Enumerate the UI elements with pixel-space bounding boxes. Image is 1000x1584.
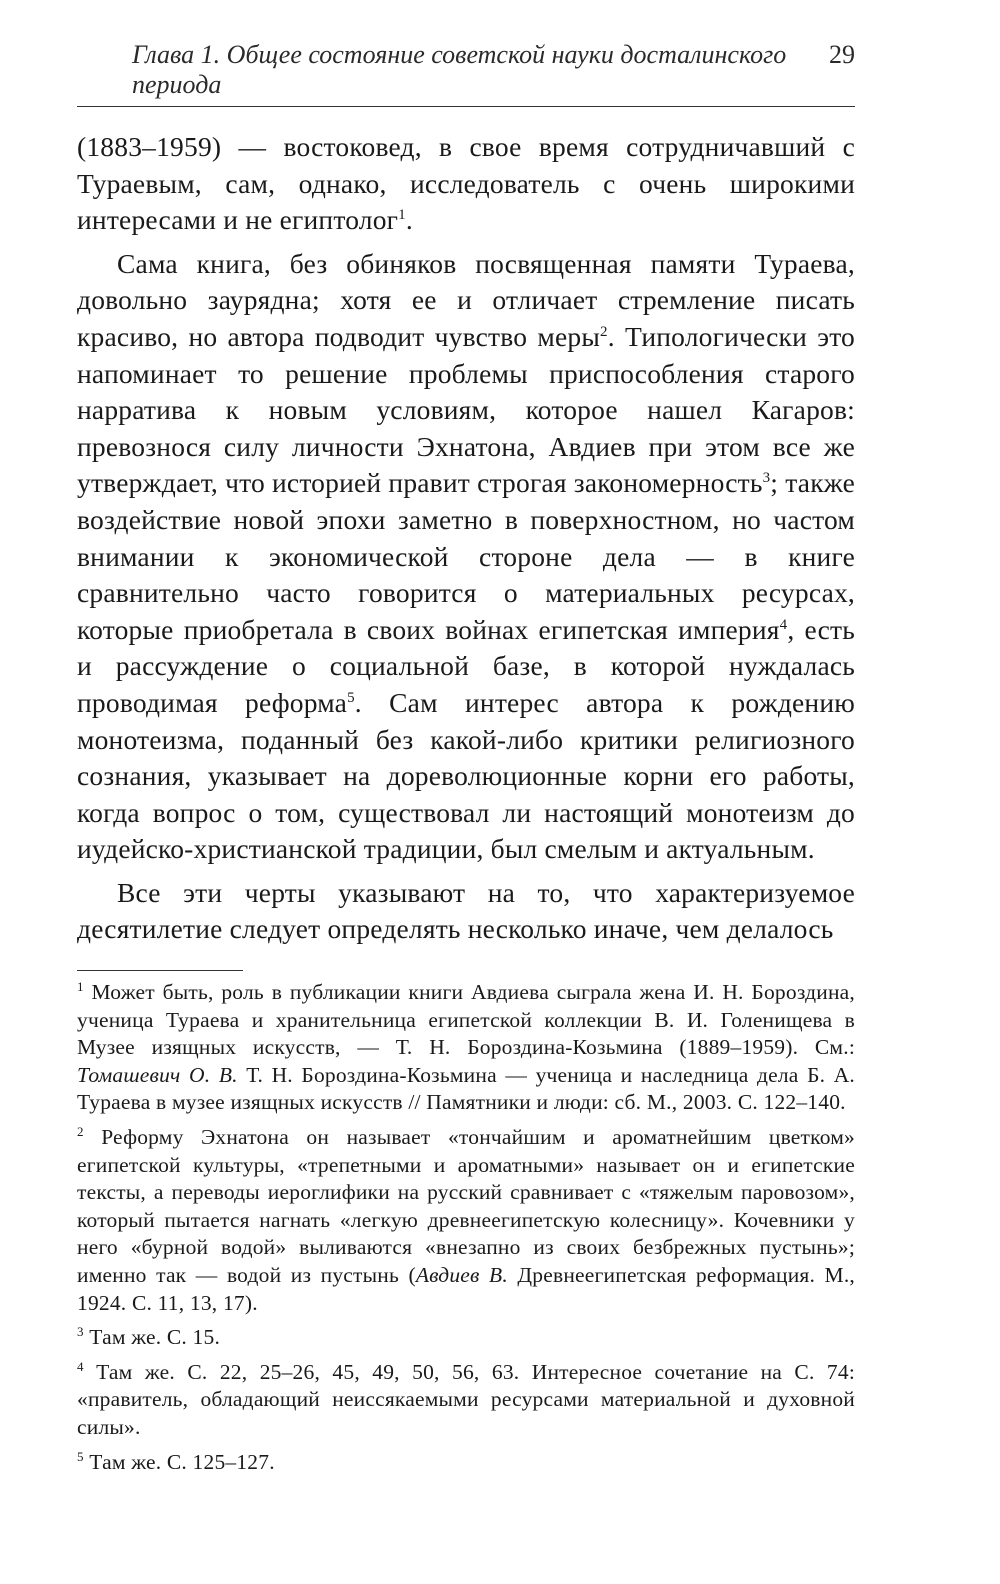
text-run: Там же. С. 125–127. [89, 1449, 275, 1474]
footnote-ref-4[interactable]: 4 [779, 616, 788, 633]
text-run: , есть и рассуждение о социальной базе, в которой нуждалась проводимая реформа [77, 613, 856, 718]
page-number: 29 [829, 40, 855, 69]
footnote-divider [77, 970, 243, 971]
paragraph-1 [77, 129, 855, 239]
text-run: . [405, 204, 413, 236]
text-run: Сама книга, без обиняков посвященная памяти Тураева, довольно заурядна; хотя ее и отличает стремление писать красиво, но автора подводит чувство меры [77, 247, 855, 352]
text-run: Древнеегипетская реформация. М., 1924. С. 11, 13, 17). [77, 1263, 856, 1315]
text-run: Там же. С. 22, 25–26, 45, 49, 50, 56, 63. Интересное сочетание на С. 74: «правитель, обладающий неиссякаемыми ресурсами материальной и духовной силы». [77, 1359, 856, 1439]
cited-author: Авдиев В. [415, 1263, 508, 1287]
paragraph-2 [77, 246, 855, 868]
footnote-number: 5 [77, 1448, 84, 1464]
text-run: Все эти черты указывают на то, что характеризуемое десятилетие следует определять несколько иначе, чем делалось [77, 876, 855, 945]
footnote-1 [77, 979, 855, 1117]
text-run: Там же. С. 15. [89, 1325, 221, 1350]
book-page [77, 40, 855, 1483]
footnote-3 [77, 1324, 855, 1352]
footnote-number: 3 [77, 1324, 84, 1340]
text-run: . Типологически это напоминает то решение проблемы приспособления старого нарратива к новым условиям, которое нашел Кагаров: превознося силу личности Эхнатона, Авдиев при этом все же утверждает, что историей правит строгая закономерность [77, 320, 855, 499]
footnote-ref-3[interactable]: 3 [762, 470, 771, 487]
text-run: ; также воздействие новой эпохи заметно в поверхностном, но частом внимании к экономической стороне дела — в книге сравнительно часто говорится о материальных ресурсах, которые приобретала в своих войнах египетская империя [77, 467, 855, 645]
text-run: Т. Н. Бороздина-Козьмина — ученица и наследница дела Б. А. Тураева в музее изящных искусств // Памятники и люди: сб. М., 2003. С. 122–140. [77, 1062, 856, 1115]
text-run: Может быть, роль в публикации книги Авдиева сыграла жена И. Н. Бороздина, ученица Тураева и хранительница египетской коллекции В. И. Голенищева в Музее изящных искусств, — Т. Н. Бороздина-Козьмина (1889–1959). См.: [77, 980, 855, 1060]
cited-author: Томашевич О. В. [77, 1062, 238, 1087]
paragraph-3 [77, 875, 855, 948]
chapter-title: Глава 1. Общее состояние советской науки досталинского периода [132, 40, 787, 99]
footnote-ref-1[interactable]: 1 [398, 207, 406, 224]
footnote-ref-2[interactable]: 2 [600, 323, 608, 340]
footnotes [77, 979, 855, 1476]
running-head [77, 40, 855, 107]
footnote-number: 4 [77, 1358, 84, 1374]
footnote-ref-5[interactable]: 5 [347, 689, 355, 706]
footnote-number: 2 [77, 1123, 84, 1139]
footnote-4 [77, 1359, 855, 1442]
text-run: . Сам интерес автора к рождению монотеизма, поданный без какой-либо критики религиозного сознания, указывает на дореволюционные корни его работы, когда вопрос о том, существовал ли настоящий монотеизм до иудейско-христианской традиции, был смелым и актуальным. [77, 686, 855, 865]
footnote-number: 1 [77, 978, 84, 994]
text-run: (1883–1959) — востоковед, в свое время сотрудничавший с Тураевым, сам, однако, исследователь с очень широкими интересами и не египтолог [77, 131, 855, 236]
footnote-2 [77, 1124, 855, 1317]
footnote-5 [77, 1449, 855, 1477]
text-run: Реформу Эхнатона он называет «тончайшим и ароматнейшим цветком» египетской культуры, «трепетными и ароматными» называет он и египетские тексты, а переводы иероглифики на русский сравнивает с «тяжелым паровозом», который пытается нагнать «легкую древнеегипетскую колесницу». Кочевники у него «бурной водой» выливаются «внезапно из своих безбрежных пустынь»; именно так — водой из пустынь ( [77, 1125, 855, 1287]
main-text [77, 129, 855, 948]
